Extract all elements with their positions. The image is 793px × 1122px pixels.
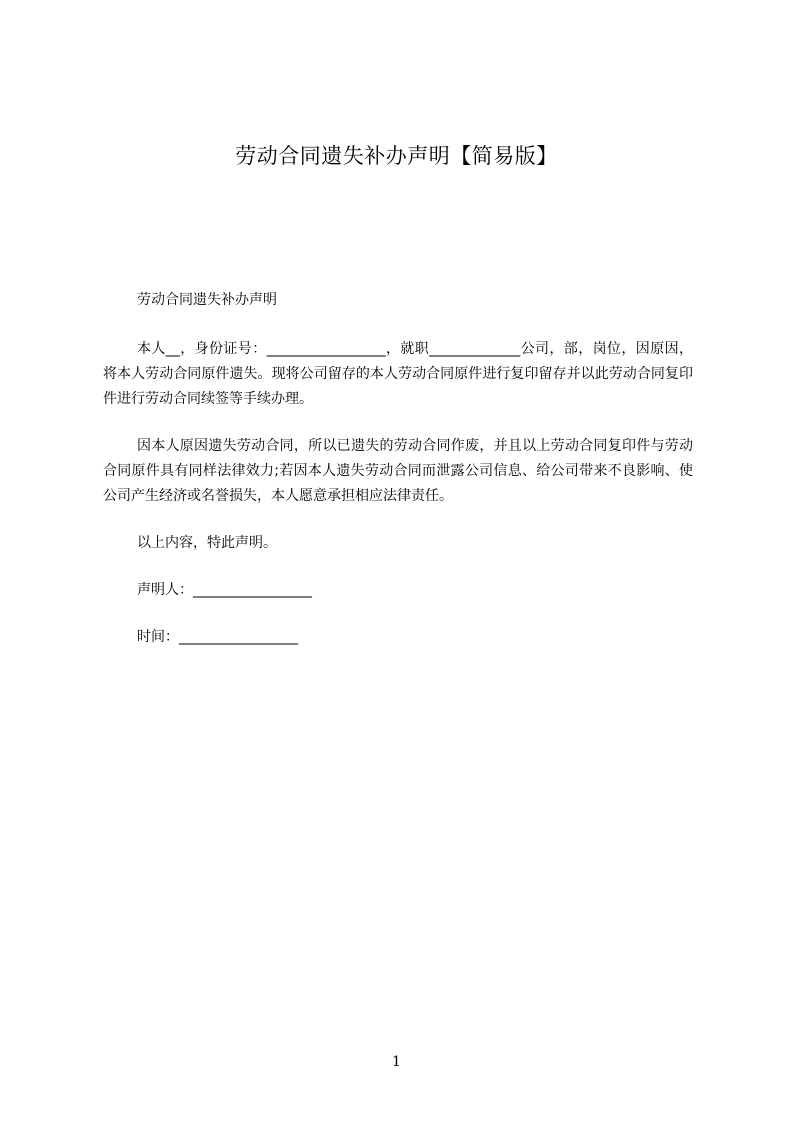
subtitle: 劳动合同遗失补办声明 <box>137 292 277 308</box>
paragraph-identity: 本人__，身份证号：_________________，就职_____________公司，部，岗位，因原因，将本人劳动合同原件遗失。现将公司留存的本人劳动合同原件进行复印留存并以此劳动合同复印件进行劳动合同续签等手续办理。 <box>103 341 693 407</box>
document-title: 劳动合同遗失补办声明【简易版】 <box>235 144 558 168</box>
paragraph-declaration: 以上内容，特此声明。 <box>137 535 277 551</box>
paragraph-liability: 因本人原因遗失劳动合同，所以已遗失的劳动合同作废，并且以上劳动合同复印件与劳动合同原件具有同样法律效力;若因本人遗失劳动合同而泄露公司信息、给公司带来不良影响、使公司产生经济或名誉损失，本人愿意承担相应法律责任。 <box>103 438 693 504</box>
page-number: 1 <box>392 1054 401 1070</box>
date-line: 时间：_________________ <box>137 629 298 645</box>
signer-line: 声明人：_________________ <box>137 582 312 598</box>
document-body <box>103 288 693 672</box>
